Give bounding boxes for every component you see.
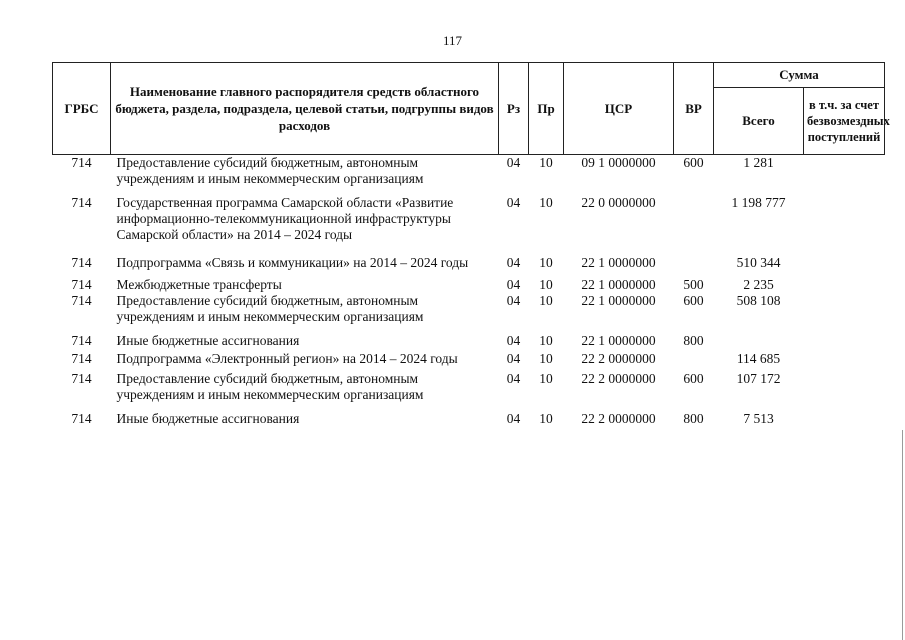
- cell-name: Иные бюджетные ассигнования: [116, 333, 300, 348]
- cell-grbs: 714: [71, 333, 92, 348]
- cell-pr: 10: [539, 411, 553, 426]
- table-row: [53, 195, 885, 255]
- header-total: Всего: [714, 88, 804, 155]
- cell-total: 107 172: [736, 371, 781, 386]
- cell-vr: 800: [683, 333, 704, 348]
- cell-csr: 22 2 0000000: [581, 411, 656, 426]
- cell-pr: 10: [539, 155, 553, 170]
- page-number: 117: [442, 33, 463, 48]
- cell-vr: 600: [683, 155, 704, 170]
- header-rz: Рз: [499, 63, 529, 155]
- cell-grbs: 714: [71, 411, 92, 426]
- cell-pr: 10: [539, 277, 553, 292]
- cell-csr: 22 2 0000000: [581, 371, 656, 386]
- cell-rz: 04: [506, 155, 521, 170]
- table-row: [53, 333, 885, 351]
- cell-grbs: 714: [71, 351, 92, 366]
- table-row: [53, 293, 885, 333]
- table-row: [53, 155, 885, 196]
- cell-csr: 22 0 0000000: [581, 195, 656, 210]
- cell-vr: [674, 351, 714, 371]
- cell-pr: 10: [539, 293, 553, 308]
- table-row: [53, 277, 885, 293]
- cell-name: Межбюджетные трансферты: [116, 277, 282, 292]
- cell-pr: 10: [539, 195, 553, 210]
- cell-rz: 04: [506, 277, 521, 292]
- header-pr: Пр: [529, 63, 564, 155]
- cell-pr: 10: [539, 255, 553, 270]
- cell-grbs: 714: [71, 277, 92, 292]
- table-row: [53, 351, 885, 371]
- cell-total: 7 513: [743, 411, 774, 426]
- cell-free: [804, 255, 885, 277]
- header-name: Наименование главного распорядителя средств областного бюджета, раздела, подраздела, целевой статьи, подгруппы видов расходов: [111, 63, 499, 155]
- cell-rz: 04: [506, 255, 521, 270]
- cell-name: Подпрограмма «Связь и коммуникации» на 2014 – 2024 годы: [116, 255, 469, 270]
- cell-pr: 10: [539, 351, 553, 366]
- cell-rz: 04: [506, 195, 521, 210]
- cell-vr: 800: [683, 411, 704, 426]
- cell-csr: 22 1 0000000: [581, 293, 656, 308]
- cell-vr: [674, 255, 714, 277]
- cell-pr: 10: [539, 371, 553, 386]
- cell-vr: 500: [683, 277, 704, 292]
- cell-rz: 04: [506, 333, 521, 348]
- cell-csr: 22 2 0000000: [581, 351, 656, 366]
- scan-edge-line: [902, 430, 903, 640]
- table-row: [53, 411, 885, 427]
- cell-free: [804, 351, 885, 371]
- cell-free: [804, 155, 885, 196]
- table-body: [53, 155, 885, 428]
- cell-free: [804, 293, 885, 333]
- cell-total: 114 685: [736, 351, 781, 366]
- header-csr: ЦСР: [564, 63, 674, 155]
- cell-vr: 600: [683, 371, 704, 386]
- cell-grbs: 714: [71, 255, 92, 270]
- table-row: [53, 255, 885, 277]
- cell-grbs: 714: [71, 293, 92, 308]
- header-vr: ВР: [674, 63, 714, 155]
- cell-csr: 09 1 0000000: [581, 155, 656, 170]
- cell-free: [804, 333, 885, 351]
- cell-csr: 22 1 0000000: [581, 333, 656, 348]
- budget-table: [52, 62, 890, 427]
- cell-name: Предоставление субсидий бюджетным, автономным учреждениям и иным некоммерческим организациям: [116, 371, 424, 402]
- cell-vr: [674, 195, 714, 255]
- cell-csr: 22 1 0000000: [581, 255, 656, 270]
- cell-name: Государственная программа Самарской области «Развитие информационно-телекоммуникационной инфраструктуры Самарской области» на 2014 – 2024 годы: [116, 195, 454, 242]
- cell-name: Предоставление субсидий бюджетным, автономным учреждениям и иным некоммерческим организациям: [116, 293, 424, 324]
- cell-name: Предоставление субсидий бюджетным, автономным учреждениям и иным некоммерческим организациям: [116, 155, 424, 186]
- table-header: [53, 63, 890, 155]
- cell-total: 1 198 777: [731, 195, 786, 210]
- cell-free: [804, 195, 885, 255]
- cell-grbs: 714: [71, 155, 92, 170]
- cell-pr: 10: [539, 333, 553, 348]
- header-free: в т.ч. за счет безвозмездных поступлений: [804, 88, 885, 155]
- cell-grbs: 714: [71, 195, 92, 210]
- cell-total: 508 108: [736, 293, 781, 308]
- cell-free: [804, 371, 885, 411]
- header-sum: Сумма: [714, 63, 885, 88]
- cell-total: [714, 333, 804, 351]
- cell-name: Иные бюджетные ассигнования: [116, 411, 300, 426]
- header-grbs: ГРБС: [53, 63, 111, 155]
- cell-name: Подпрограмма «Электронный регион» на 2014 – 2024 годы: [116, 351, 458, 366]
- cell-rz: 04: [506, 293, 521, 308]
- cell-total: 2 235: [743, 277, 774, 292]
- cell-total: 1 281: [743, 155, 774, 170]
- cell-free: [804, 411, 885, 427]
- cell-rz: 04: [506, 351, 521, 366]
- cell-total: 510 344: [736, 255, 781, 270]
- cell-free: [804, 277, 885, 293]
- cell-grbs: 714: [71, 371, 92, 386]
- cell-csr: 22 1 0000000: [581, 277, 656, 292]
- cell-rz: 04: [506, 411, 521, 426]
- table-row: [53, 371, 885, 411]
- cell-rz: 04: [506, 371, 521, 386]
- cell-vr: 600: [683, 293, 704, 308]
